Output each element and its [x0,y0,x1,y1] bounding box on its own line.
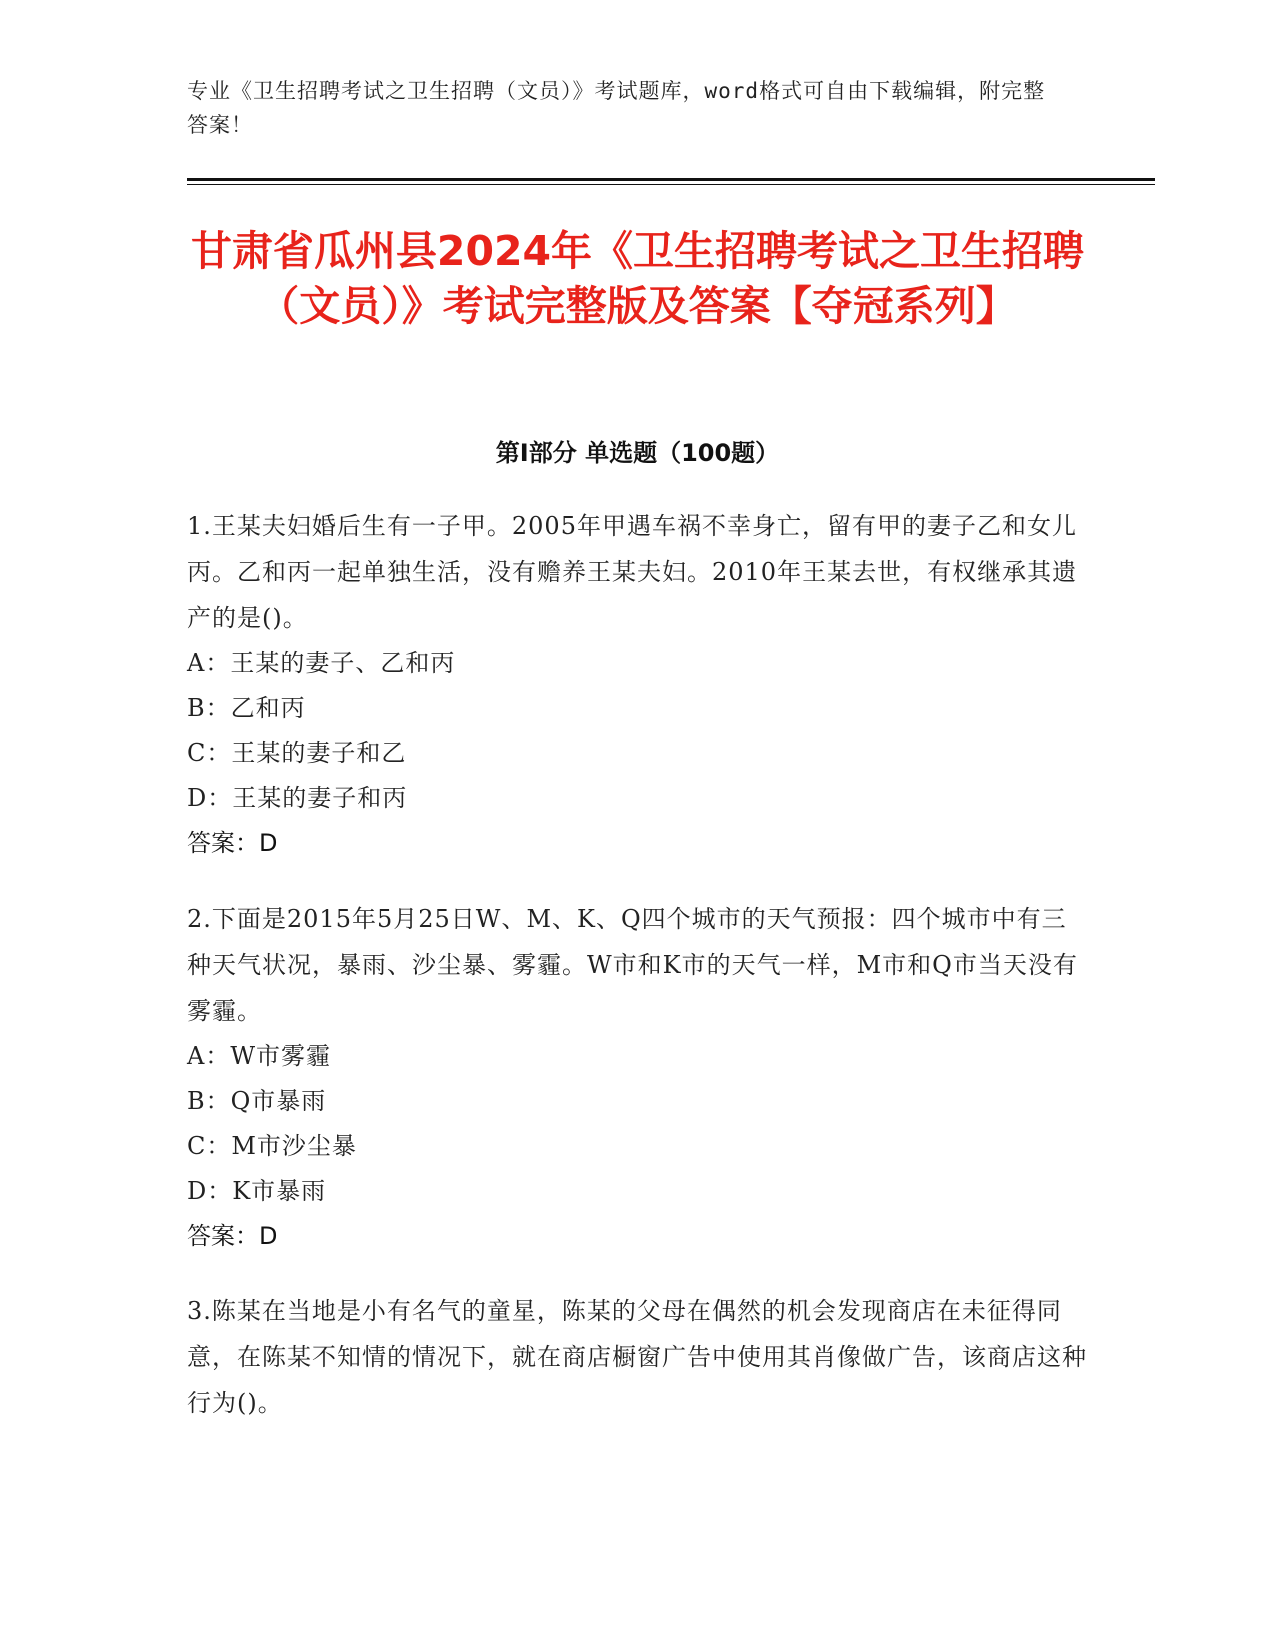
option-d: D：K市暴雨 [187,1177,327,1205]
question-1 [187,503,1087,866]
question-stem: 2.下面是2015年5月25日W、M、K、Q四个城市的天气预报：四个城市中有三种天气状况，暴雨、沙尘暴、雾霾。W市和K市的天气一样，M市和Q市当天没有雾霾。 [187,905,1078,1025]
question-2 [187,896,1087,1259]
header-rule-thick [187,178,1155,181]
section-heading: 第Ⅰ部分 单选题（100题） [495,439,780,467]
header-rule-thin [187,184,1155,185]
document-title: 甘肃省瓜州县2024年《卫生招聘考试之卫生招聘（文员）》考试完整版及答案【夺冠系列】 [190,227,1085,330]
option-d: D：王某的妻子和丙 [187,784,408,812]
option-c: C：王某的妻子和乙 [187,739,407,767]
option-a: A：王某的妻子、乙和丙 [187,649,456,677]
answer: 答案：D [187,1222,278,1250]
question-stem: 1.王某夫妇婚后生有一子甲。2005年甲遇车祸不幸身亡，留有甲的妻子乙和女儿丙。乙和丙一起单独生活，没有赡养王某夫妇。2010年王某去世，有权继承其遗产的是()。 [187,512,1078,632]
answer: 答案：D [187,829,278,857]
option-b: B：乙和丙 [187,694,306,722]
option-c: C：M市沙尘暴 [187,1132,357,1160]
question-stem: 3.陈某在当地是小有名气的童星，陈某的父母在偶然的机会发现商店在未征得同意，在陈某不知情的情况下，就在商店橱窗广告中使用其肖像做广告，该商店这种行为()。 [187,1297,1087,1417]
option-b: B：Q市暴雨 [187,1087,327,1115]
question-3 [187,1288,1087,1426]
option-a: A：W市雾霾 [187,1042,331,1070]
header-note: 专业《卫生招聘考试之卫生招聘（文员）》考试题库，word格式可自由下载编辑，附完整答案！ [187,79,1046,137]
